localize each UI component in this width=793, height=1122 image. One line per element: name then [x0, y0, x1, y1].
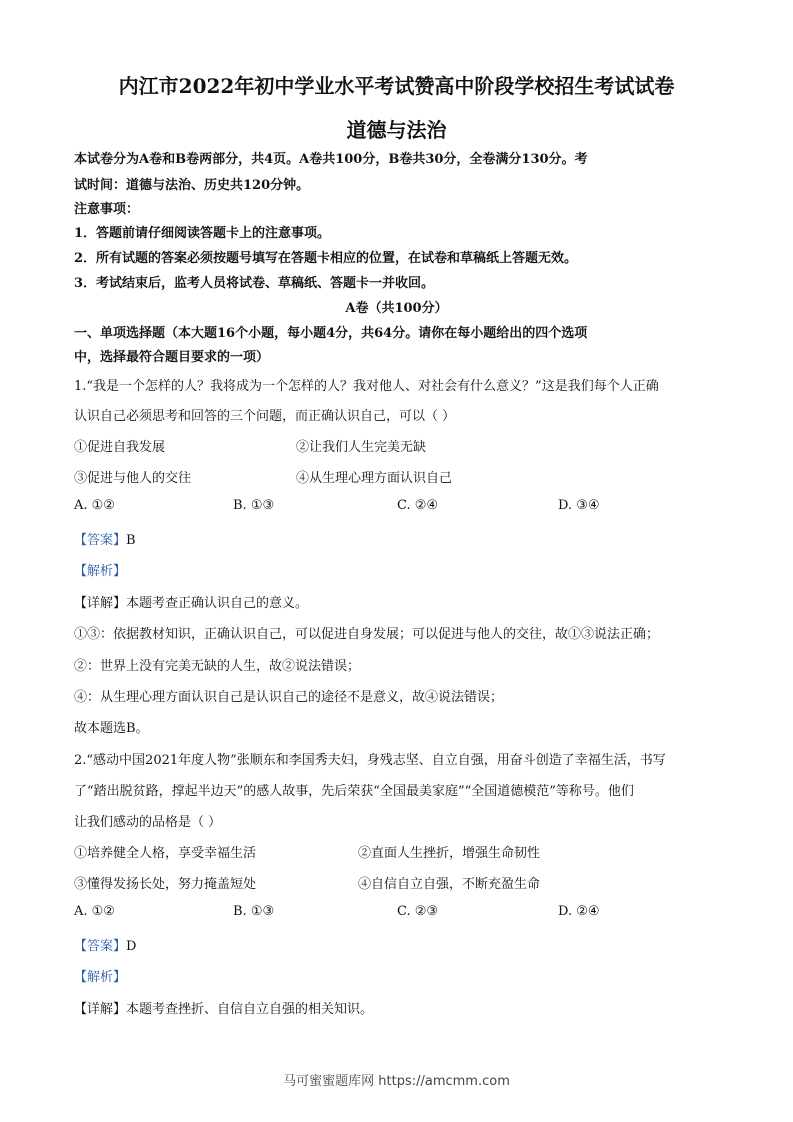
- answer-value: D: [126, 939, 137, 954]
- q1-analysis-tag: 【解析】: [74, 564, 127, 579]
- q1-stem-line-1: 1.“我是一个怎样的人？我将成为一个怎样的人？我对他人、对社会有什么意义？”这是我们每个人正确: [74, 379, 659, 394]
- q1-option-c: C. ②④: [397, 498, 439, 513]
- q2-stem-line-3: 让我们感动的品格是（ ）: [74, 815, 222, 830]
- intro-line-2: 试时间：道德与法治、历史共120分钟。: [74, 178, 310, 193]
- notice-title: 注意事项：: [74, 202, 140, 217]
- q2-stem-line-2: 了“踏出脱贫路，撑起半边天”的感人故事，先后荣获“全国最美家庭”“全国道德模范”等称号。他们: [74, 784, 634, 799]
- q2-option-b: B. ①③: [233, 904, 275, 919]
- q1-statement-1: ①促进自我发展: [74, 440, 166, 455]
- q1-explanation-3: ④：从生理心理方面认识自己是认识自己的途径不是意义，故④说法错误；: [74, 690, 504, 705]
- q2-statement-2: ②直面人生挫折，增强生命韧性: [358, 846, 541, 861]
- intro-line-1: 本试卷分为A卷和B卷两部分，共4页。A卷共100分，B卷共30分，全卷满分130分。考: [74, 152, 588, 167]
- part-heading-line-2: 中，选择最符合题目要求的一项）: [74, 350, 270, 365]
- q1-option-a: A. ①②: [74, 498, 115, 513]
- q2-option-c: C. ②③: [397, 904, 439, 919]
- q2-statement-3: ③懂得发扬长处，努力掩盖短处: [74, 877, 257, 892]
- q1-stem-line-2: 认识自己必须思考和回答的三个问题，而正确认识自己，可以（ ）: [74, 409, 456, 424]
- q1-detail: 【详解】本题考查正确认识自己的意义。: [74, 596, 309, 611]
- section-heading: A卷（共100分）: [345, 301, 448, 316]
- q2-detail: 【详解】本题考查挫折、自信自立自强的相关知识。: [74, 1002, 374, 1017]
- answer-value: B: [126, 533, 136, 548]
- notice-item-3: 3．考试结束后，监考人员将试卷、草稿纸、答题卡一并收回。: [74, 276, 435, 291]
- q1-explanation-1: ①③：依据教材知识，正确认识自己，可以促进自身发展；可以促进与他人的交往，故①③说法正确；: [74, 627, 660, 642]
- answer-tag: 【答案】: [74, 939, 127, 954]
- q2-stem-line-1: 2.“感动中国2021年度人物”张顺东和李国秀夫妇，身残志坚、自立自强，用奋斗创造了幸福生活，书写: [74, 753, 666, 768]
- q1-conclusion: 故本题选B。: [74, 721, 149, 736]
- subject-title: 道德与法治: [346, 118, 447, 142]
- q1-statement-2: ②让我们人生完美无缺: [296, 440, 427, 455]
- part-heading-line-1: 一、单项选择题（本大题16个小题，每小题4分，共64分。请你在每小题给出的四个选项: [74, 326, 588, 341]
- q2-option-a: A. ①②: [74, 904, 115, 919]
- q1-answer: [74, 529, 136, 548]
- q1-explanation-2: ②：世界上没有完美无缺的人生，故②说法错误；: [74, 659, 361, 674]
- footer-watermark: 马可蜜蜜题库网 https://amcmm.com: [283, 1074, 510, 1089]
- q2-statement-4: ④自信自立自强，不断充盈生命: [358, 877, 541, 892]
- answer-tag: 【答案】: [74, 533, 127, 548]
- q1-statement-3: ③促进与他人的交往: [74, 471, 192, 486]
- exam-title: 内江市2022年初中学业水平考试赞高中阶段学校招生考试试卷: [118, 74, 675, 98]
- q2-statement-1: ①培养健全人格，享受幸福生活: [74, 846, 257, 861]
- notice-item-1: 1．答题前请仔细阅读答题卡上的注意事项。: [74, 226, 331, 241]
- q1-option-b: B. ①③: [233, 498, 275, 513]
- notice-item-2: 2．所有试题的答案必须按题号填写在答题卡相应的位置，在试卷和草稿纸上答题无效。: [74, 251, 578, 266]
- q1-statement-4: ④从生理心理方面认识自己: [296, 471, 453, 486]
- q2-answer: [74, 935, 136, 954]
- q1-option-d: D. ③④: [558, 498, 600, 513]
- q2-option-d: D. ②④: [558, 904, 600, 919]
- q2-analysis-tag: 【解析】: [74, 970, 127, 985]
